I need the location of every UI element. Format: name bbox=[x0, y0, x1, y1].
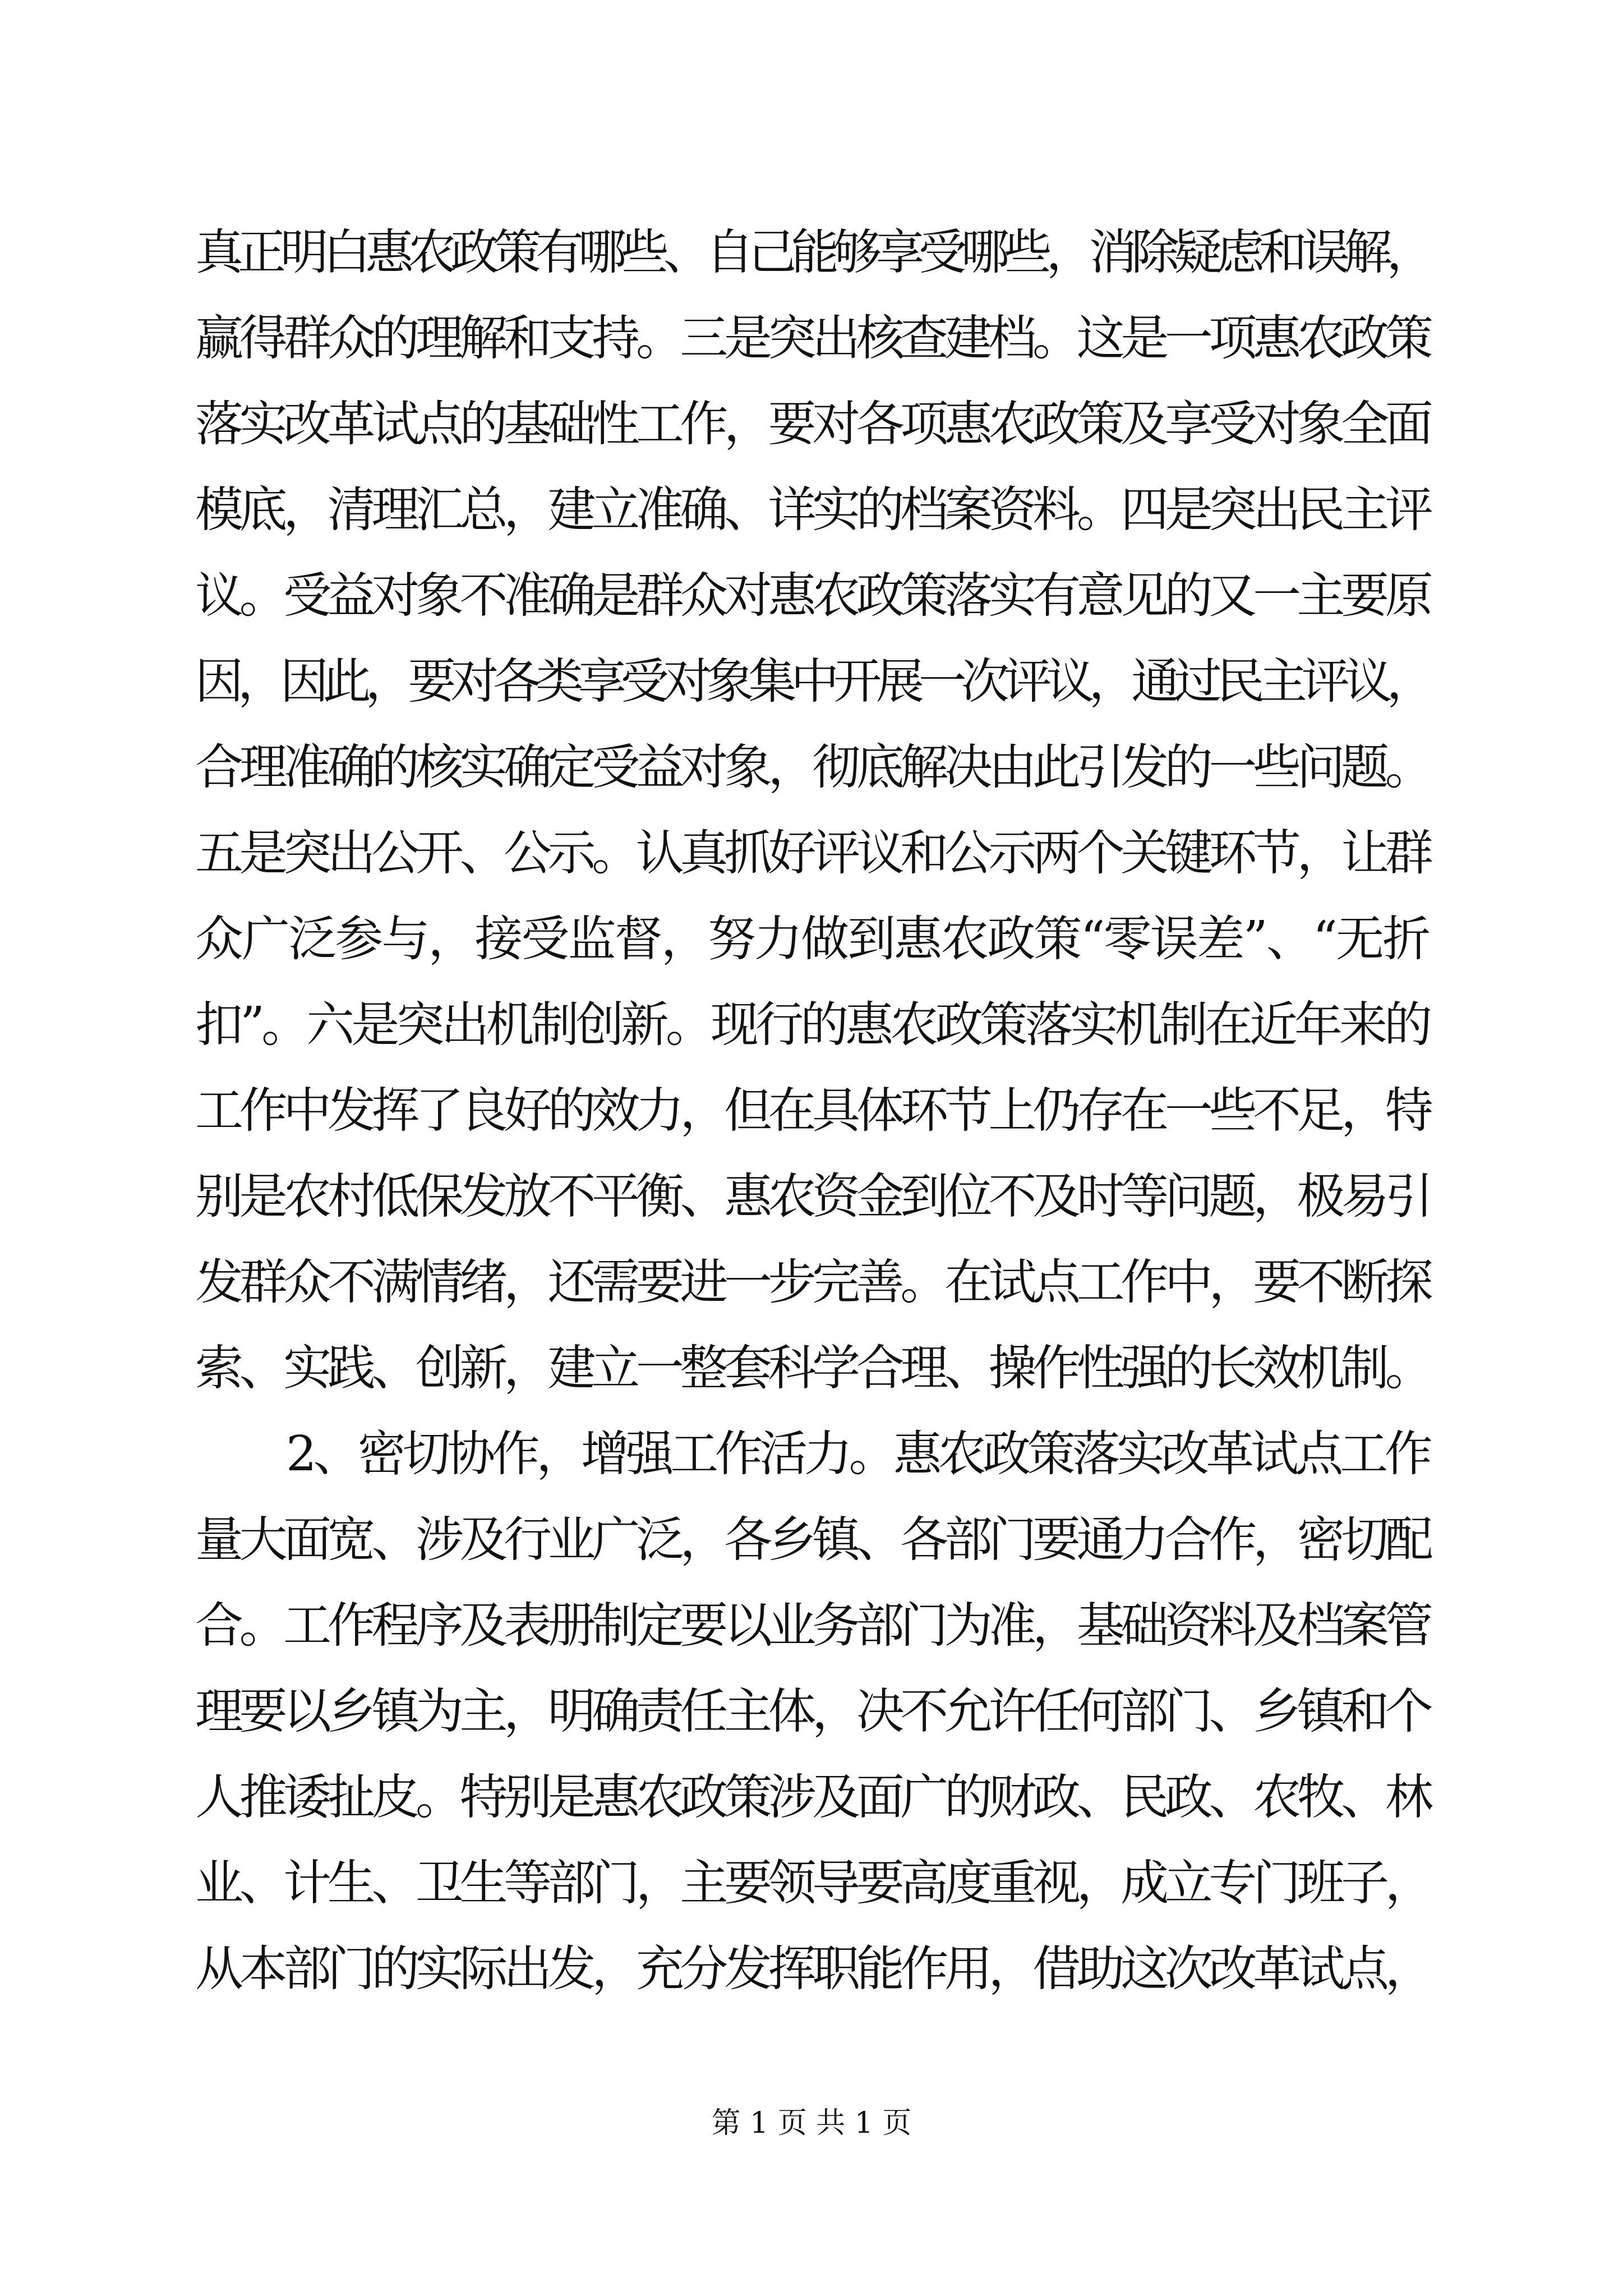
paragraph-line: 从本部门的实际出发，充分发挥职能作用，借助这次改革试点， bbox=[195, 1941, 1429, 1997]
paragraph-line: 别是农村低保发放不平衡、惠农资金到位不及时等问题，极易引 bbox=[195, 1168, 1429, 1225]
paragraph-line: 赢得群众的理解和支持。三是突出核查建档。这是一项惠农政策 bbox=[195, 310, 1429, 366]
paragraph-line: 人推诿扯皮。特别是惠农政策涉及面广的财政、民政、农牧、林 bbox=[195, 1769, 1429, 1825]
paragraph-line: 五是突出公开、公示。认真抓好评议和公示两个关键环节，让群 bbox=[195, 825, 1429, 881]
paragraph-line: 业、计生、卫生等部门，主要领导要高度重视，成立专门班子， bbox=[195, 1855, 1429, 1911]
paragraph-line: 真正明白惠农政策有哪些、自己能够享受哪些，消除疑虑和误解， bbox=[195, 224, 1429, 280]
paragraph-line: 议。受益对象不准确是群众对惠农政策落实有意见的又一主要原 bbox=[195, 568, 1429, 624]
paragraph-line: 合理准确的核实确定受益对象，彻底解决由此引发的一些问题。 bbox=[195, 739, 1429, 795]
paragraph-line: 众广泛参与，接受监督，努力做到惠农政策“零误差”、“无折 bbox=[195, 911, 1429, 967]
paragraph-line: 扣”。六是突出机制创新。现行的惠农政策落实机制在近年来的 bbox=[195, 997, 1429, 1053]
paragraph-line: 工作中发挥了良好的效力，但在具体环节上仍存在一些不足，特 bbox=[195, 1083, 1429, 1139]
paragraph-first-line: 2、密切协作，增强工作活力。惠农政策落实改革试点工作 bbox=[286, 1426, 1429, 1482]
paragraph-line: 理要以乡镇为主，明确责任主体，决不允许任何部门、乡镇和个 bbox=[195, 1683, 1429, 1740]
paragraph-line: 量大面宽、涉及行业广泛，各乡镇、各部门要通力合作，密切配 bbox=[195, 1512, 1429, 1568]
paragraph-line: 模底，清理汇总，建立准确、详实的档案资料。四是突出民主评 bbox=[195, 482, 1429, 538]
page-footer bbox=[0, 2101, 1623, 2146]
paragraph-line: 合。工作程序及表册制定要以业务部门为准，基础资料及档案管 bbox=[195, 1598, 1429, 1654]
paragraph-line: 落实改革试点的基础性工作，要对各项惠农政策及享受对象全面 bbox=[195, 396, 1429, 452]
page-number-label: 第 1 页 共 1 页 bbox=[711, 2106, 912, 2140]
paragraph-line: 索、实践、创新，建立一整套科学合理、操作性强的长效机制。 bbox=[195, 1340, 1429, 1396]
paragraph-line: 发群众不满情绪，还需要进一步完善。在试点工作中，要不断探 bbox=[195, 1254, 1429, 1310]
paragraph-line: 因，因此，要对各类享受对象集中开展一次评议，通过民主评议， bbox=[195, 654, 1429, 710]
